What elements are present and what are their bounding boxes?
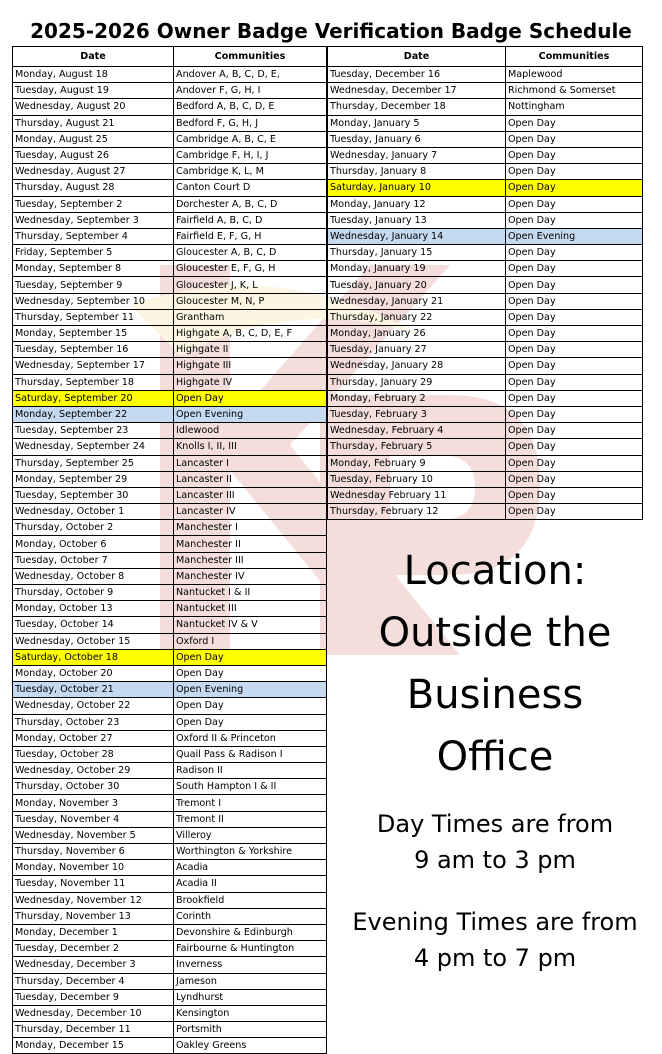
schedule-row [328, 245, 643, 261]
date-cell: Wednesday, September 10 [13, 293, 174, 309]
community-cell: Worthington & Yorkshire [174, 844, 327, 860]
community-cell: Fairbourne & Huntington [174, 941, 327, 957]
community-cell: Open Day [506, 277, 643, 293]
date-cell: Tuesday, January 13 [328, 212, 506, 228]
schedule-row [13, 277, 327, 293]
schedule-row [13, 439, 327, 455]
date-cell: Tuesday, February 3 [328, 406, 506, 422]
community-cell: Open Evening [174, 406, 327, 422]
date-cell: Friday, September 5 [13, 245, 174, 261]
schedule-row [328, 342, 643, 358]
date-cell: Thursday, February 5 [328, 439, 506, 455]
community-cell: Open Day [506, 147, 643, 163]
community-cell: Fairfield E, F, G, H [174, 228, 327, 244]
date-cell: Saturday, January 10 [328, 180, 506, 196]
date-cell: Saturday, October 18 [13, 649, 174, 665]
community-cell: Open Day [506, 261, 643, 277]
date-cell: Monday, November 3 [13, 795, 174, 811]
date-cell: Monday, November 10 [13, 860, 174, 876]
schedule-row [13, 293, 327, 309]
community-cell: Bedford A, B, C, D, E [174, 99, 327, 115]
schedule-rows-right [328, 67, 643, 520]
date-cell: Thursday, September 25 [13, 455, 174, 471]
community-cell: Open Day [506, 374, 643, 390]
date-cell: Thursday, November 6 [13, 844, 174, 860]
schedule-row [13, 471, 327, 487]
community-cell: Idlewood [174, 423, 327, 439]
date-cell: Tuesday, October 21 [13, 682, 174, 698]
schedule-row [13, 844, 327, 860]
date-cell: Tuesday, August 26 [13, 147, 174, 163]
date-cell: Monday, September 15 [13, 326, 174, 342]
schedule-row [328, 293, 643, 309]
community-cell: Tremont I [174, 795, 327, 811]
community-cell: Cambridge K, L, M [174, 164, 327, 180]
community-cell: Open Day [506, 164, 643, 180]
community-cell: Radison II [174, 763, 327, 779]
date-cell: Tuesday, December 2 [13, 941, 174, 957]
date-column-header: Date [328, 47, 506, 67]
community-cell: Nantucket I & II [174, 585, 327, 601]
schedule-row [13, 245, 327, 261]
location-line: Outside the [378, 610, 612, 656]
community-cell: Nantucket III [174, 601, 327, 617]
community-cell: Nantucket IV & V [174, 617, 327, 633]
communities-column-header: Communities [174, 47, 327, 67]
community-cell: Open Day [506, 180, 643, 196]
schedule-row [13, 746, 327, 762]
community-cell: Open Day [174, 714, 327, 730]
date-cell: Wednesday February 11 [328, 487, 506, 503]
community-cell: Open Day [506, 309, 643, 325]
date-cell: Thursday, October 2 [13, 520, 174, 536]
schedule-row [328, 326, 643, 342]
location-block [330, 540, 660, 788]
date-cell: Thursday, September 4 [13, 228, 174, 244]
schedule-row [13, 358, 327, 374]
schedule-row [13, 99, 327, 115]
community-cell: Portsmith [174, 1022, 327, 1038]
table-header-row [328, 47, 643, 67]
schedule-row [13, 1005, 327, 1021]
community-cell: Open Day [506, 390, 643, 406]
evening-times-label: Evening Times are from [352, 908, 638, 936]
date-cell: Tuesday, October 7 [13, 552, 174, 568]
community-cell: Open Day [506, 293, 643, 309]
schedule-row [328, 390, 643, 406]
community-cell: Oakley Greens [174, 1038, 327, 1054]
community-cell: Knolls I, II, III [174, 439, 327, 455]
community-cell: Tremont II [174, 811, 327, 827]
schedule-row [13, 924, 327, 940]
community-cell: Cambridge F, H, I, J [174, 147, 327, 163]
date-cell: Monday, August 25 [13, 131, 174, 147]
community-cell: Highgate III [174, 358, 327, 374]
date-cell: Thursday, December 11 [13, 1022, 174, 1038]
date-cell: Tuesday, September 9 [13, 277, 174, 293]
date-cell: Tuesday, January 20 [328, 277, 506, 293]
schedule-row [328, 309, 643, 325]
community-cell: Manchester IV [174, 568, 327, 584]
community-cell: Manchester II [174, 536, 327, 552]
schedule-row [13, 795, 327, 811]
community-cell: Corinth [174, 908, 327, 924]
schedule-row [13, 520, 327, 536]
schedule-row [328, 374, 643, 390]
community-cell: Open Day [174, 649, 327, 665]
community-cell: Oxford I [174, 633, 327, 649]
date-cell: Monday, September 22 [13, 406, 174, 422]
community-cell: Highgate A, B, C, D, E, F [174, 326, 327, 342]
community-cell: Richmond & Somerset [506, 83, 643, 99]
community-cell: Lancaster II [174, 471, 327, 487]
schedule-row [328, 358, 643, 374]
schedule-row [13, 261, 327, 277]
communities-column-header: Communities [506, 47, 643, 67]
date-cell: Monday, October 13 [13, 601, 174, 617]
date-cell: Tuesday, December 9 [13, 989, 174, 1005]
community-cell: Acadia II [174, 876, 327, 892]
community-cell: Open Day [506, 245, 643, 261]
community-cell: Open Day [506, 342, 643, 358]
date-cell: Thursday, January 8 [328, 164, 506, 180]
schedule-row [13, 633, 327, 649]
date-column-header: Date [13, 47, 174, 67]
community-cell: Open Day [506, 423, 643, 439]
community-cell: Dorchester A, B, C, D [174, 196, 327, 212]
community-cell: Lancaster III [174, 487, 327, 503]
schedule-row [328, 455, 643, 471]
schedule-rows-left [13, 67, 327, 1054]
community-cell: Open Day [506, 455, 643, 471]
schedule-row [13, 180, 327, 196]
date-cell: Thursday, November 13 [13, 908, 174, 924]
date-cell: Wednesday, December 10 [13, 1005, 174, 1021]
evening-times-range: 4 pm to 7 pm [413, 944, 577, 972]
date-cell: Monday, December 1 [13, 924, 174, 940]
location-line: Office [436, 734, 554, 780]
schedule-row [328, 115, 643, 131]
community-cell: Cambridge A, B, C, E [174, 131, 327, 147]
date-cell: Monday, September 8 [13, 261, 174, 277]
community-cell: Oxford II & Princeton [174, 730, 327, 746]
schedule-row [13, 568, 327, 584]
community-cell: Nottingham [506, 99, 643, 115]
date-cell: Monday, September 29 [13, 471, 174, 487]
schedule-row [13, 552, 327, 568]
schedule-table-right [327, 46, 643, 520]
date-cell: Wednesday, January 7 [328, 147, 506, 163]
date-cell: Wednesday, September 24 [13, 439, 174, 455]
schedule-row [13, 698, 327, 714]
evening-times [330, 904, 660, 976]
community-cell: Gloucester E, F, G, H [174, 261, 327, 277]
community-cell: Villeroy [174, 827, 327, 843]
schedule-row [13, 617, 327, 633]
schedule-row [13, 941, 327, 957]
schedule-row [13, 649, 327, 665]
schedule-row [328, 504, 643, 520]
schedule-row [328, 277, 643, 293]
date-cell: Tuesday, September 23 [13, 423, 174, 439]
community-cell: Bedford F, G, H, J [174, 115, 327, 131]
schedule-row [13, 374, 327, 390]
community-cell: Acadia [174, 860, 327, 876]
schedule-row [13, 957, 327, 973]
day-times-label: Day Times are from [376, 810, 614, 838]
date-cell: Wednesday, January 21 [328, 293, 506, 309]
schedule-row [13, 390, 327, 406]
schedule-row [13, 860, 327, 876]
date-cell: Thursday, August 28 [13, 180, 174, 196]
community-cell: Lancaster IV [174, 504, 327, 520]
schedule-row [13, 196, 327, 212]
community-cell: Canton Court D [174, 180, 327, 196]
date-cell: Thursday, October 23 [13, 714, 174, 730]
community-cell: South Hampton I & II [174, 779, 327, 795]
schedule-row [328, 196, 643, 212]
schedule-row [13, 131, 327, 147]
schedule-row [13, 228, 327, 244]
community-cell: Jameson [174, 973, 327, 989]
schedule-row [13, 423, 327, 439]
community-cell: Open Day [506, 439, 643, 455]
date-cell: Thursday, February 12 [328, 504, 506, 520]
schedule-row [328, 147, 643, 163]
date-cell: Tuesday, October 28 [13, 746, 174, 762]
community-cell: Quail Pass & Radison I [174, 746, 327, 762]
community-cell: Open Evening [506, 228, 643, 244]
date-cell: Thursday, January 15 [328, 245, 506, 261]
date-cell: Monday, February 9 [328, 455, 506, 471]
schedule-row [13, 67, 327, 83]
date-cell: Wednesday, November 12 [13, 892, 174, 908]
community-cell: Open Day [174, 698, 327, 714]
community-cell: Open Day [506, 115, 643, 131]
date-cell: Thursday, January 29 [328, 374, 506, 390]
schedule-row [13, 212, 327, 228]
date-cell: Saturday, September 20 [13, 390, 174, 406]
community-cell: Brookfield [174, 892, 327, 908]
date-cell: Thursday, October 9 [13, 585, 174, 601]
schedule-row [13, 406, 327, 422]
schedule-row [13, 585, 327, 601]
date-cell: Thursday, September 11 [13, 309, 174, 325]
date-cell: Monday, October 27 [13, 730, 174, 746]
date-cell: Wednesday, January 14 [328, 228, 506, 244]
community-cell: Devonshire & Edinburgh [174, 924, 327, 940]
community-cell: Highgate II [174, 342, 327, 358]
schedule-row [13, 892, 327, 908]
community-cell: Highgate IV [174, 374, 327, 390]
date-cell: Tuesday, November 4 [13, 811, 174, 827]
date-cell: Monday, January 5 [328, 115, 506, 131]
community-cell: Manchester I [174, 520, 327, 536]
community-cell: Open Day [506, 406, 643, 422]
schedule-row [328, 228, 643, 244]
schedule-row [13, 811, 327, 827]
date-cell: Wednesday, October 15 [13, 633, 174, 649]
date-cell: Monday, February 2 [328, 390, 506, 406]
day-times-range: 9 am to 3 pm [414, 846, 576, 874]
date-cell: Wednesday, December 3 [13, 957, 174, 973]
schedule-row [13, 1022, 327, 1038]
community-cell: Open Day [506, 358, 643, 374]
community-cell: Open Day [506, 196, 643, 212]
community-cell: Lyndhurst [174, 989, 327, 1005]
community-cell: Grantham [174, 309, 327, 325]
schedule-row [13, 487, 327, 503]
schedule-row [13, 164, 327, 180]
community-cell: Open Evening [174, 682, 327, 698]
date-cell: Thursday, January 22 [328, 309, 506, 325]
schedule-row [13, 504, 327, 520]
schedule-row [328, 439, 643, 455]
schedule-row [13, 973, 327, 989]
date-cell: Tuesday, January 27 [328, 342, 506, 358]
schedule-row [328, 164, 643, 180]
day-times [330, 806, 660, 878]
community-cell: Open Day [506, 326, 643, 342]
schedule-row [13, 601, 327, 617]
date-cell: Wednesday, October 8 [13, 568, 174, 584]
schedule-row [328, 406, 643, 422]
schedule-row [13, 536, 327, 552]
date-cell: Wednesday, August 20 [13, 99, 174, 115]
schedule-row [13, 876, 327, 892]
community-cell: Gloucester A, B, C, D [174, 245, 327, 261]
date-cell: Thursday, October 30 [13, 779, 174, 795]
date-cell: Monday, January 12 [328, 196, 506, 212]
date-cell: Monday, January 26 [328, 326, 506, 342]
date-cell: Thursday, August 21 [13, 115, 174, 131]
community-cell: Open Day [506, 487, 643, 503]
schedule-row [13, 682, 327, 698]
schedule-row [13, 779, 327, 795]
schedule-row [328, 99, 643, 115]
community-cell: Open Day [506, 471, 643, 487]
date-cell: Tuesday, December 16 [328, 67, 506, 83]
community-cell: Manchester III [174, 552, 327, 568]
date-cell: Tuesday, October 14 [13, 617, 174, 633]
date-cell: Tuesday, August 19 [13, 83, 174, 99]
schedule-row [13, 83, 327, 99]
community-cell: Open Day [174, 665, 327, 681]
schedule-row [13, 309, 327, 325]
date-cell: Monday, August 18 [13, 67, 174, 83]
schedule-row [328, 261, 643, 277]
date-cell: Tuesday, November 11 [13, 876, 174, 892]
date-cell: Wednesday, December 17 [328, 83, 506, 99]
date-cell: Thursday, December 18 [328, 99, 506, 115]
schedule-row [13, 908, 327, 924]
date-cell: Wednesday, October 22 [13, 698, 174, 714]
date-cell: Wednesday, November 5 [13, 827, 174, 843]
community-cell: Andover A, B, C, D, E, [174, 67, 327, 83]
schedule-row [328, 212, 643, 228]
schedule-row [13, 827, 327, 843]
schedule-row [13, 989, 327, 1005]
schedule-row [328, 471, 643, 487]
date-cell: Wednesday, October 29 [13, 763, 174, 779]
date-cell: Wednesday, February 4 [328, 423, 506, 439]
schedule-row [328, 423, 643, 439]
date-cell: Tuesday, February 10 [328, 471, 506, 487]
date-cell: Monday, October 6 [13, 536, 174, 552]
schedule-row [13, 115, 327, 131]
community-cell: Open Day [506, 131, 643, 147]
date-cell: Monday, December 15 [13, 1038, 174, 1054]
location-label: Location: [403, 548, 587, 594]
schedule-row [13, 665, 327, 681]
community-cell: Inverness [174, 957, 327, 973]
date-cell: Tuesday, September 30 [13, 487, 174, 503]
schedule-row [328, 83, 643, 99]
date-cell: Wednesday, August 27 [13, 164, 174, 180]
location-line: Business [406, 672, 584, 718]
date-cell: Thursday, December 4 [13, 973, 174, 989]
community-cell: Gloucester M, N, P [174, 293, 327, 309]
date-cell: Thursday, September 18 [13, 374, 174, 390]
schedule-row [13, 147, 327, 163]
community-cell: Fairfield A, B, C, D [174, 212, 327, 228]
table-header-row [13, 47, 327, 67]
community-cell: Open Day [506, 504, 643, 520]
date-cell: Wednesday, September 3 [13, 212, 174, 228]
community-cell: Open Day [506, 212, 643, 228]
date-cell: Tuesday, September 2 [13, 196, 174, 212]
schedule-row [328, 180, 643, 196]
schedule-row [328, 131, 643, 147]
date-cell: Wednesday, January 28 [328, 358, 506, 374]
date-cell: Monday, January 19 [328, 261, 506, 277]
date-cell: Tuesday, September 16 [13, 342, 174, 358]
schedule-row [13, 714, 327, 730]
page-title: 2025-2026 Owner Badge Verification Badge Schedule [30, 19, 632, 43]
date-cell: Monday, October 20 [13, 665, 174, 681]
schedule-table-left [12, 46, 327, 1054]
community-cell: Maplewood [506, 67, 643, 83]
date-cell: Wednesday, September 17 [13, 358, 174, 374]
community-cell: Open Day [174, 390, 327, 406]
schedule-row [13, 455, 327, 471]
schedule-row [328, 487, 643, 503]
date-cell: Wednesday, October 1 [13, 504, 174, 520]
community-cell: Gloucester J, K, L [174, 277, 327, 293]
schedule-row [13, 1038, 327, 1054]
community-cell: Lancaster I [174, 455, 327, 471]
schedule-row [13, 763, 327, 779]
schedule-row [328, 67, 643, 83]
schedule-row [13, 342, 327, 358]
date-cell: Tuesday, January 6 [328, 131, 506, 147]
community-cell: Kensington [174, 1005, 327, 1021]
schedule-row [13, 730, 327, 746]
schedule-row [13, 326, 327, 342]
community-cell: Andover F, G, H, I [174, 83, 327, 99]
